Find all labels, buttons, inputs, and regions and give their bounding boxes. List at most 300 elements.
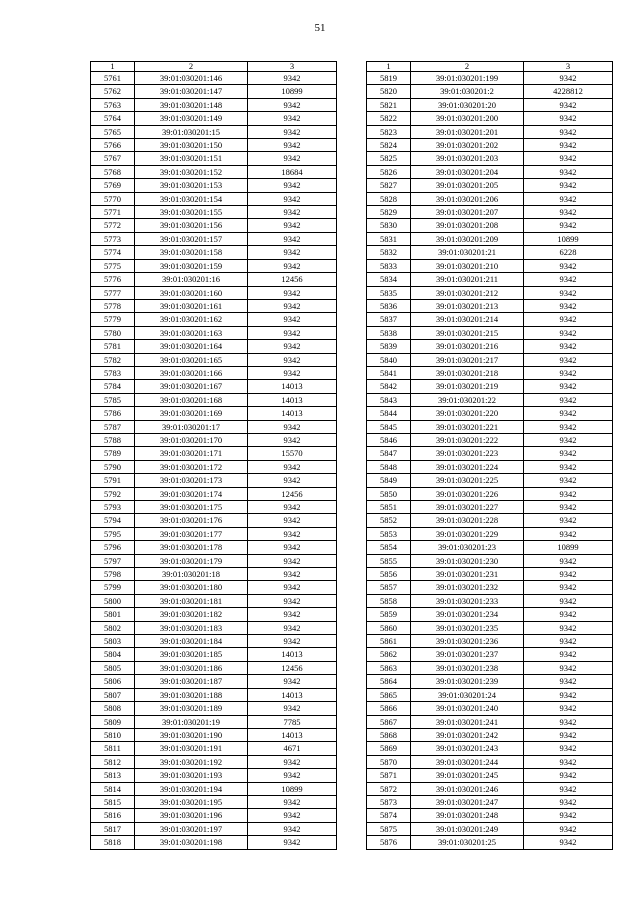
row-number-cell: 5857	[367, 581, 411, 594]
table-row	[91, 246, 337, 259]
cadastral-number-cell: 39:01:030201:20	[411, 98, 524, 111]
table-row	[91, 822, 337, 835]
row-number-cell: 5792	[91, 487, 135, 500]
row-number-cell: 5868	[367, 728, 411, 741]
table-row	[367, 380, 613, 393]
value-cell: 9342	[524, 836, 613, 849]
cadastral-number-cell: 39:01:030201:146	[135, 72, 248, 85]
table-row	[367, 527, 613, 540]
table-row	[367, 139, 613, 152]
table-row	[91, 353, 337, 366]
row-number-cell: 5784	[91, 380, 135, 393]
value-cell: 9342	[524, 380, 613, 393]
value-cell: 9342	[248, 795, 337, 808]
value-cell: 9342	[524, 648, 613, 661]
cadastral-number-cell: 39:01:030201:214	[411, 313, 524, 326]
value-cell: 9342	[524, 621, 613, 634]
value-cell: 14013	[248, 380, 337, 393]
value-cell: 9342	[524, 568, 613, 581]
value-cell: 9342	[524, 460, 613, 473]
table-row	[367, 447, 613, 460]
value-cell: 9342	[524, 514, 613, 527]
row-number-cell: 5849	[367, 474, 411, 487]
table-row	[367, 702, 613, 715]
table-row	[91, 836, 337, 849]
table-row	[367, 755, 613, 768]
cadastral-number-cell: 39:01:030201:18	[135, 568, 248, 581]
cadastral-number-cell: 39:01:030201:161	[135, 299, 248, 312]
cadastral-number-cell: 39:01:030201:195	[135, 795, 248, 808]
value-cell: 14013	[248, 393, 337, 406]
value-cell: 9342	[248, 192, 337, 205]
table-row	[91, 568, 337, 581]
table-row	[91, 179, 337, 192]
value-cell: 9342	[248, 514, 337, 527]
table-row	[367, 152, 613, 165]
row-number-cell: 5852	[367, 514, 411, 527]
value-cell: 9342	[248, 822, 337, 835]
row-number-cell: 5837	[367, 313, 411, 326]
row-number-cell: 5783	[91, 366, 135, 379]
row-number-cell: 5821	[367, 98, 411, 111]
value-cell: 9342	[524, 474, 613, 487]
cadastral-number-cell: 39:01:030201:204	[411, 165, 524, 178]
cadastral-number-cell: 39:01:030201:22	[411, 393, 524, 406]
value-cell: 9342	[248, 621, 337, 634]
row-number-cell: 5832	[367, 246, 411, 259]
cadastral-number-cell: 39:01:030201:153	[135, 179, 248, 192]
value-cell: 9342	[524, 112, 613, 125]
row-number-cell: 5860	[367, 621, 411, 634]
value-cell: 9342	[248, 299, 337, 312]
cadastral-number-cell: 39:01:030201:206	[411, 192, 524, 205]
table-row	[91, 514, 337, 527]
value-cell: 9342	[248, 125, 337, 138]
cadastral-number-cell: 39:01:030201:148	[135, 98, 248, 111]
value-cell: 9342	[524, 702, 613, 715]
data-table-left	[90, 61, 337, 850]
cadastral-number-cell: 39:01:030201:149	[135, 112, 248, 125]
row-number-cell: 5780	[91, 326, 135, 339]
value-cell: 9342	[248, 179, 337, 192]
row-number-cell: 5770	[91, 192, 135, 205]
cadastral-number-cell: 39:01:030201:191	[135, 742, 248, 755]
cadastral-number-cell: 39:01:030201:174	[135, 487, 248, 500]
cadastral-number-cell: 39:01:030201:240	[411, 702, 524, 715]
row-number-cell: 5813	[91, 769, 135, 782]
table-row	[91, 85, 337, 98]
cadastral-number-cell: 39:01:030201:248	[411, 809, 524, 822]
table-row	[367, 728, 613, 741]
data-table-right	[366, 61, 613, 850]
row-number-cell: 5848	[367, 460, 411, 473]
cadastral-number-cell: 39:01:030201:181	[135, 594, 248, 607]
table-row	[367, 259, 613, 272]
value-cell: 9342	[248, 581, 337, 594]
value-cell: 9342	[524, 554, 613, 567]
cadastral-number-cell: 39:01:030201:173	[135, 474, 248, 487]
table-row	[367, 541, 613, 554]
table-row	[367, 98, 613, 111]
row-number-cell: 5864	[367, 675, 411, 688]
row-number-cell: 5826	[367, 165, 411, 178]
value-cell: 9342	[524, 755, 613, 768]
table-row	[367, 232, 613, 245]
value-cell: 9342	[524, 420, 613, 433]
value-cell: 9342	[248, 353, 337, 366]
row-number-cell: 5839	[367, 340, 411, 353]
value-cell: 12456	[248, 661, 337, 674]
cadastral-number-cell: 39:01:030201:216	[411, 340, 524, 353]
table-row	[91, 433, 337, 446]
row-number-cell: 5853	[367, 527, 411, 540]
value-cell: 9342	[524, 152, 613, 165]
table-row	[367, 286, 613, 299]
row-number-cell: 5846	[367, 433, 411, 446]
cadastral-number-cell: 39:01:030201:24	[411, 688, 524, 701]
value-cell: 9342	[248, 286, 337, 299]
cadastral-number-cell: 39:01:030201:189	[135, 702, 248, 715]
row-number-cell: 5787	[91, 420, 135, 433]
row-number-cell: 5856	[367, 568, 411, 581]
value-cell: 9342	[524, 608, 613, 621]
row-number-cell: 5810	[91, 728, 135, 741]
cadastral-number-cell: 39:01:030201:188	[135, 688, 248, 701]
value-cell: 9342	[248, 366, 337, 379]
table-row	[91, 755, 337, 768]
table-body	[367, 62, 613, 850]
table-row	[367, 675, 613, 688]
table-row	[367, 501, 613, 514]
cadastral-number-cell: 39:01:030201:168	[135, 393, 248, 406]
cadastral-number-cell: 39:01:030201:197	[135, 822, 248, 835]
row-number-cell: 5811	[91, 742, 135, 755]
cadastral-number-cell: 39:01:030201:202	[411, 139, 524, 152]
cadastral-number-cell: 39:01:030201:205	[411, 179, 524, 192]
value-cell: 9342	[248, 541, 337, 554]
value-cell: 9342	[524, 179, 613, 192]
row-number-cell: 5799	[91, 581, 135, 594]
cadastral-number-cell: 39:01:030201:154	[135, 192, 248, 205]
row-number-cell: 5817	[91, 822, 135, 835]
value-cell: 18684	[248, 165, 337, 178]
table-row	[367, 594, 613, 607]
value-cell: 9342	[248, 474, 337, 487]
row-number-cell: 5809	[91, 715, 135, 728]
table-row	[367, 715, 613, 728]
table-row	[367, 112, 613, 125]
row-number-cell: 5804	[91, 648, 135, 661]
column-header: 2	[411, 62, 524, 72]
table-row	[367, 809, 613, 822]
row-number-cell: 5859	[367, 608, 411, 621]
table-row	[91, 192, 337, 205]
cadastral-number-cell: 39:01:030201:194	[135, 782, 248, 795]
value-cell: 9342	[524, 501, 613, 514]
column-header: 3	[524, 62, 613, 72]
row-number-cell: 5801	[91, 608, 135, 621]
cadastral-number-cell: 39:01:030201:211	[411, 273, 524, 286]
row-number-cell: 5793	[91, 501, 135, 514]
table-row	[91, 313, 337, 326]
table-header-row	[91, 62, 337, 72]
value-cell: 9342	[248, 433, 337, 446]
table-row	[367, 407, 613, 420]
row-number-cell: 5841	[367, 366, 411, 379]
row-number-cell: 5774	[91, 246, 135, 259]
value-cell: 9342	[524, 313, 613, 326]
row-number-cell: 5819	[367, 72, 411, 85]
value-cell: 9342	[248, 246, 337, 259]
value-cell: 9342	[248, 608, 337, 621]
row-number-cell: 5861	[367, 635, 411, 648]
row-number-cell: 5797	[91, 554, 135, 567]
table-row	[367, 581, 613, 594]
cadastral-number-cell: 39:01:030201:170	[135, 433, 248, 446]
value-cell: 9342	[524, 192, 613, 205]
value-cell: 9342	[524, 661, 613, 674]
cadastral-number-cell: 39:01:030201:221	[411, 420, 524, 433]
row-number-cell: 5835	[367, 286, 411, 299]
table-row	[91, 206, 337, 219]
row-number-cell: 5796	[91, 541, 135, 554]
cadastral-number-cell: 39:01:030201:176	[135, 514, 248, 527]
cadastral-number-cell: 39:01:030201:184	[135, 635, 248, 648]
value-cell: 9342	[524, 581, 613, 594]
row-number-cell: 5768	[91, 165, 135, 178]
table-row	[367, 366, 613, 379]
row-number-cell: 5812	[91, 755, 135, 768]
table-row	[367, 554, 613, 567]
row-number-cell: 5790	[91, 460, 135, 473]
page-number: 51	[314, 22, 326, 34]
table-header-row	[367, 62, 613, 72]
value-cell: 9342	[248, 326, 337, 339]
value-cell: 9342	[524, 675, 613, 688]
table-row	[91, 594, 337, 607]
row-number-cell: 5802	[91, 621, 135, 634]
cadastral-number-cell: 39:01:030201:186	[135, 661, 248, 674]
cadastral-number-cell: 39:01:030201:220	[411, 407, 524, 420]
table-row	[367, 420, 613, 433]
cadastral-number-cell: 39:01:030201:230	[411, 554, 524, 567]
value-cell: 9342	[248, 702, 337, 715]
value-cell: 9342	[248, 460, 337, 473]
value-cell: 15570	[248, 447, 337, 460]
table-row	[91, 554, 337, 567]
cadastral-number-cell: 39:01:030201:164	[135, 340, 248, 353]
cadastral-number-cell: 39:01:030201:201	[411, 125, 524, 138]
table-row	[367, 836, 613, 849]
table-row	[91, 273, 337, 286]
table-row	[91, 675, 337, 688]
value-cell: 9342	[524, 795, 613, 808]
table-row	[367, 474, 613, 487]
row-number-cell: 5767	[91, 152, 135, 165]
row-number-cell: 5763	[91, 98, 135, 111]
cadastral-number-cell: 39:01:030201:159	[135, 259, 248, 272]
table-row	[91, 407, 337, 420]
row-number-cell: 5775	[91, 259, 135, 272]
cadastral-number-cell: 39:01:030201:192	[135, 755, 248, 768]
column-header: 1	[91, 62, 135, 72]
cadastral-number-cell: 39:01:030201:246	[411, 782, 524, 795]
table-row	[91, 621, 337, 634]
cadastral-number-cell: 39:01:030201:219	[411, 380, 524, 393]
cadastral-number-cell: 39:01:030201:244	[411, 755, 524, 768]
cadastral-number-cell: 39:01:030201:218	[411, 366, 524, 379]
cadastral-number-cell: 39:01:030201:162	[135, 313, 248, 326]
table-row	[91, 581, 337, 594]
cadastral-number-cell: 39:01:030201:160	[135, 286, 248, 299]
row-number-cell: 5823	[367, 125, 411, 138]
cadastral-number-cell: 39:01:030201:25	[411, 836, 524, 849]
cadastral-number-cell: 39:01:030201:243	[411, 742, 524, 755]
table-row	[367, 769, 613, 782]
row-number-cell: 5800	[91, 594, 135, 607]
row-number-cell: 5828	[367, 192, 411, 205]
value-cell: 9342	[524, 273, 613, 286]
row-number-cell: 5829	[367, 206, 411, 219]
table-row	[367, 192, 613, 205]
table-row	[91, 420, 337, 433]
table-row	[91, 380, 337, 393]
value-cell: 9342	[524, 809, 613, 822]
cadastral-number-cell: 39:01:030201:171	[135, 447, 248, 460]
table-row	[91, 460, 337, 473]
value-cell: 9342	[248, 139, 337, 152]
table-row	[91, 286, 337, 299]
column-header: 2	[135, 62, 248, 72]
value-cell: 9342	[524, 822, 613, 835]
value-cell: 9342	[524, 219, 613, 232]
row-number-cell: 5765	[91, 125, 135, 138]
table-row	[91, 232, 337, 245]
row-number-cell: 5762	[91, 85, 135, 98]
value-cell: 9342	[248, 568, 337, 581]
cadastral-number-cell: 39:01:030201:212	[411, 286, 524, 299]
value-cell: 9342	[524, 742, 613, 755]
cadastral-number-cell: 39:01:030201:241	[411, 715, 524, 728]
table-row	[91, 608, 337, 621]
row-number-cell: 5798	[91, 568, 135, 581]
table-row	[367, 85, 613, 98]
table-row	[91, 474, 337, 487]
row-number-cell: 5865	[367, 688, 411, 701]
cadastral-number-cell: 39:01:030201:193	[135, 769, 248, 782]
row-number-cell: 5795	[91, 527, 135, 540]
row-number-cell: 5786	[91, 407, 135, 420]
value-cell: 9342	[524, 340, 613, 353]
value-cell: 9342	[524, 594, 613, 607]
table-row	[367, 635, 613, 648]
table-row	[367, 125, 613, 138]
cadastral-number-cell: 39:01:030201:165	[135, 353, 248, 366]
cadastral-number-cell: 39:01:030201:207	[411, 206, 524, 219]
cadastral-number-cell: 39:01:030201:249	[411, 822, 524, 835]
row-number-cell: 5850	[367, 487, 411, 500]
value-cell: 9342	[524, 688, 613, 701]
table-row	[367, 460, 613, 473]
row-number-cell: 5803	[91, 635, 135, 648]
value-cell: 9342	[524, 407, 613, 420]
row-number-cell: 5871	[367, 769, 411, 782]
value-cell: 9342	[248, 501, 337, 514]
cadastral-number-cell: 39:01:030201:225	[411, 474, 524, 487]
row-number-cell: 5818	[91, 836, 135, 849]
row-number-cell: 5772	[91, 219, 135, 232]
row-number-cell: 5820	[367, 85, 411, 98]
row-number-cell: 5836	[367, 299, 411, 312]
row-number-cell: 5858	[367, 594, 411, 607]
row-number-cell: 5778	[91, 299, 135, 312]
row-number-cell: 5814	[91, 782, 135, 795]
table-row	[91, 769, 337, 782]
cadastral-number-cell: 39:01:030201:232	[411, 581, 524, 594]
table-row	[367, 313, 613, 326]
row-number-cell: 5873	[367, 795, 411, 808]
row-number-cell: 5773	[91, 232, 135, 245]
cadastral-number-cell: 39:01:030201:163	[135, 326, 248, 339]
row-number-cell: 5805	[91, 661, 135, 674]
table-row	[367, 433, 613, 446]
row-number-cell: 5874	[367, 809, 411, 822]
table-row	[91, 702, 337, 715]
value-cell: 9342	[524, 393, 613, 406]
cadastral-number-cell: 39:01:030201:229	[411, 527, 524, 540]
cadastral-number-cell: 39:01:030201:158	[135, 246, 248, 259]
value-cell: 9342	[524, 353, 613, 366]
cadastral-number-cell: 39:01:030201:215	[411, 326, 524, 339]
row-number-cell: 5807	[91, 688, 135, 701]
row-number-cell: 5824	[367, 139, 411, 152]
table-row	[91, 393, 337, 406]
cadastral-number-cell: 39:01:030201:231	[411, 568, 524, 581]
value-cell: 9342	[248, 635, 337, 648]
cadastral-number-cell: 39:01:030201:237	[411, 648, 524, 661]
row-number-cell: 5781	[91, 340, 135, 353]
table-row	[91, 541, 337, 554]
value-cell: 9342	[248, 420, 337, 433]
cadastral-number-cell: 39:01:030201:167	[135, 380, 248, 393]
row-number-cell: 5779	[91, 313, 135, 326]
cadastral-number-cell: 39:01:030201:245	[411, 769, 524, 782]
cadastral-number-cell: 39:01:030201:233	[411, 594, 524, 607]
value-cell: 9342	[524, 635, 613, 648]
row-number-cell: 5766	[91, 139, 135, 152]
row-number-cell: 5782	[91, 353, 135, 366]
value-cell: 9342	[248, 675, 337, 688]
value-cell: 9342	[524, 165, 613, 178]
cadastral-number-cell: 39:01:030201:182	[135, 608, 248, 621]
row-number-cell: 5863	[367, 661, 411, 674]
row-number-cell: 5851	[367, 501, 411, 514]
cadastral-number-cell: 39:01:030201:210	[411, 259, 524, 272]
cadastral-number-cell: 39:01:030201:185	[135, 648, 248, 661]
table-row	[367, 72, 613, 85]
cadastral-number-cell: 39:01:030201:238	[411, 661, 524, 674]
table-row	[367, 608, 613, 621]
table-body	[91, 62, 337, 850]
table-row	[367, 340, 613, 353]
value-cell: 9342	[524, 715, 613, 728]
row-number-cell: 5827	[367, 179, 411, 192]
cadastral-number-cell: 39:01:030201:183	[135, 621, 248, 634]
cadastral-number-cell: 39:01:030201:19	[135, 715, 248, 728]
value-cell: 9342	[524, 206, 613, 219]
table-row	[91, 728, 337, 741]
table-row	[367, 206, 613, 219]
